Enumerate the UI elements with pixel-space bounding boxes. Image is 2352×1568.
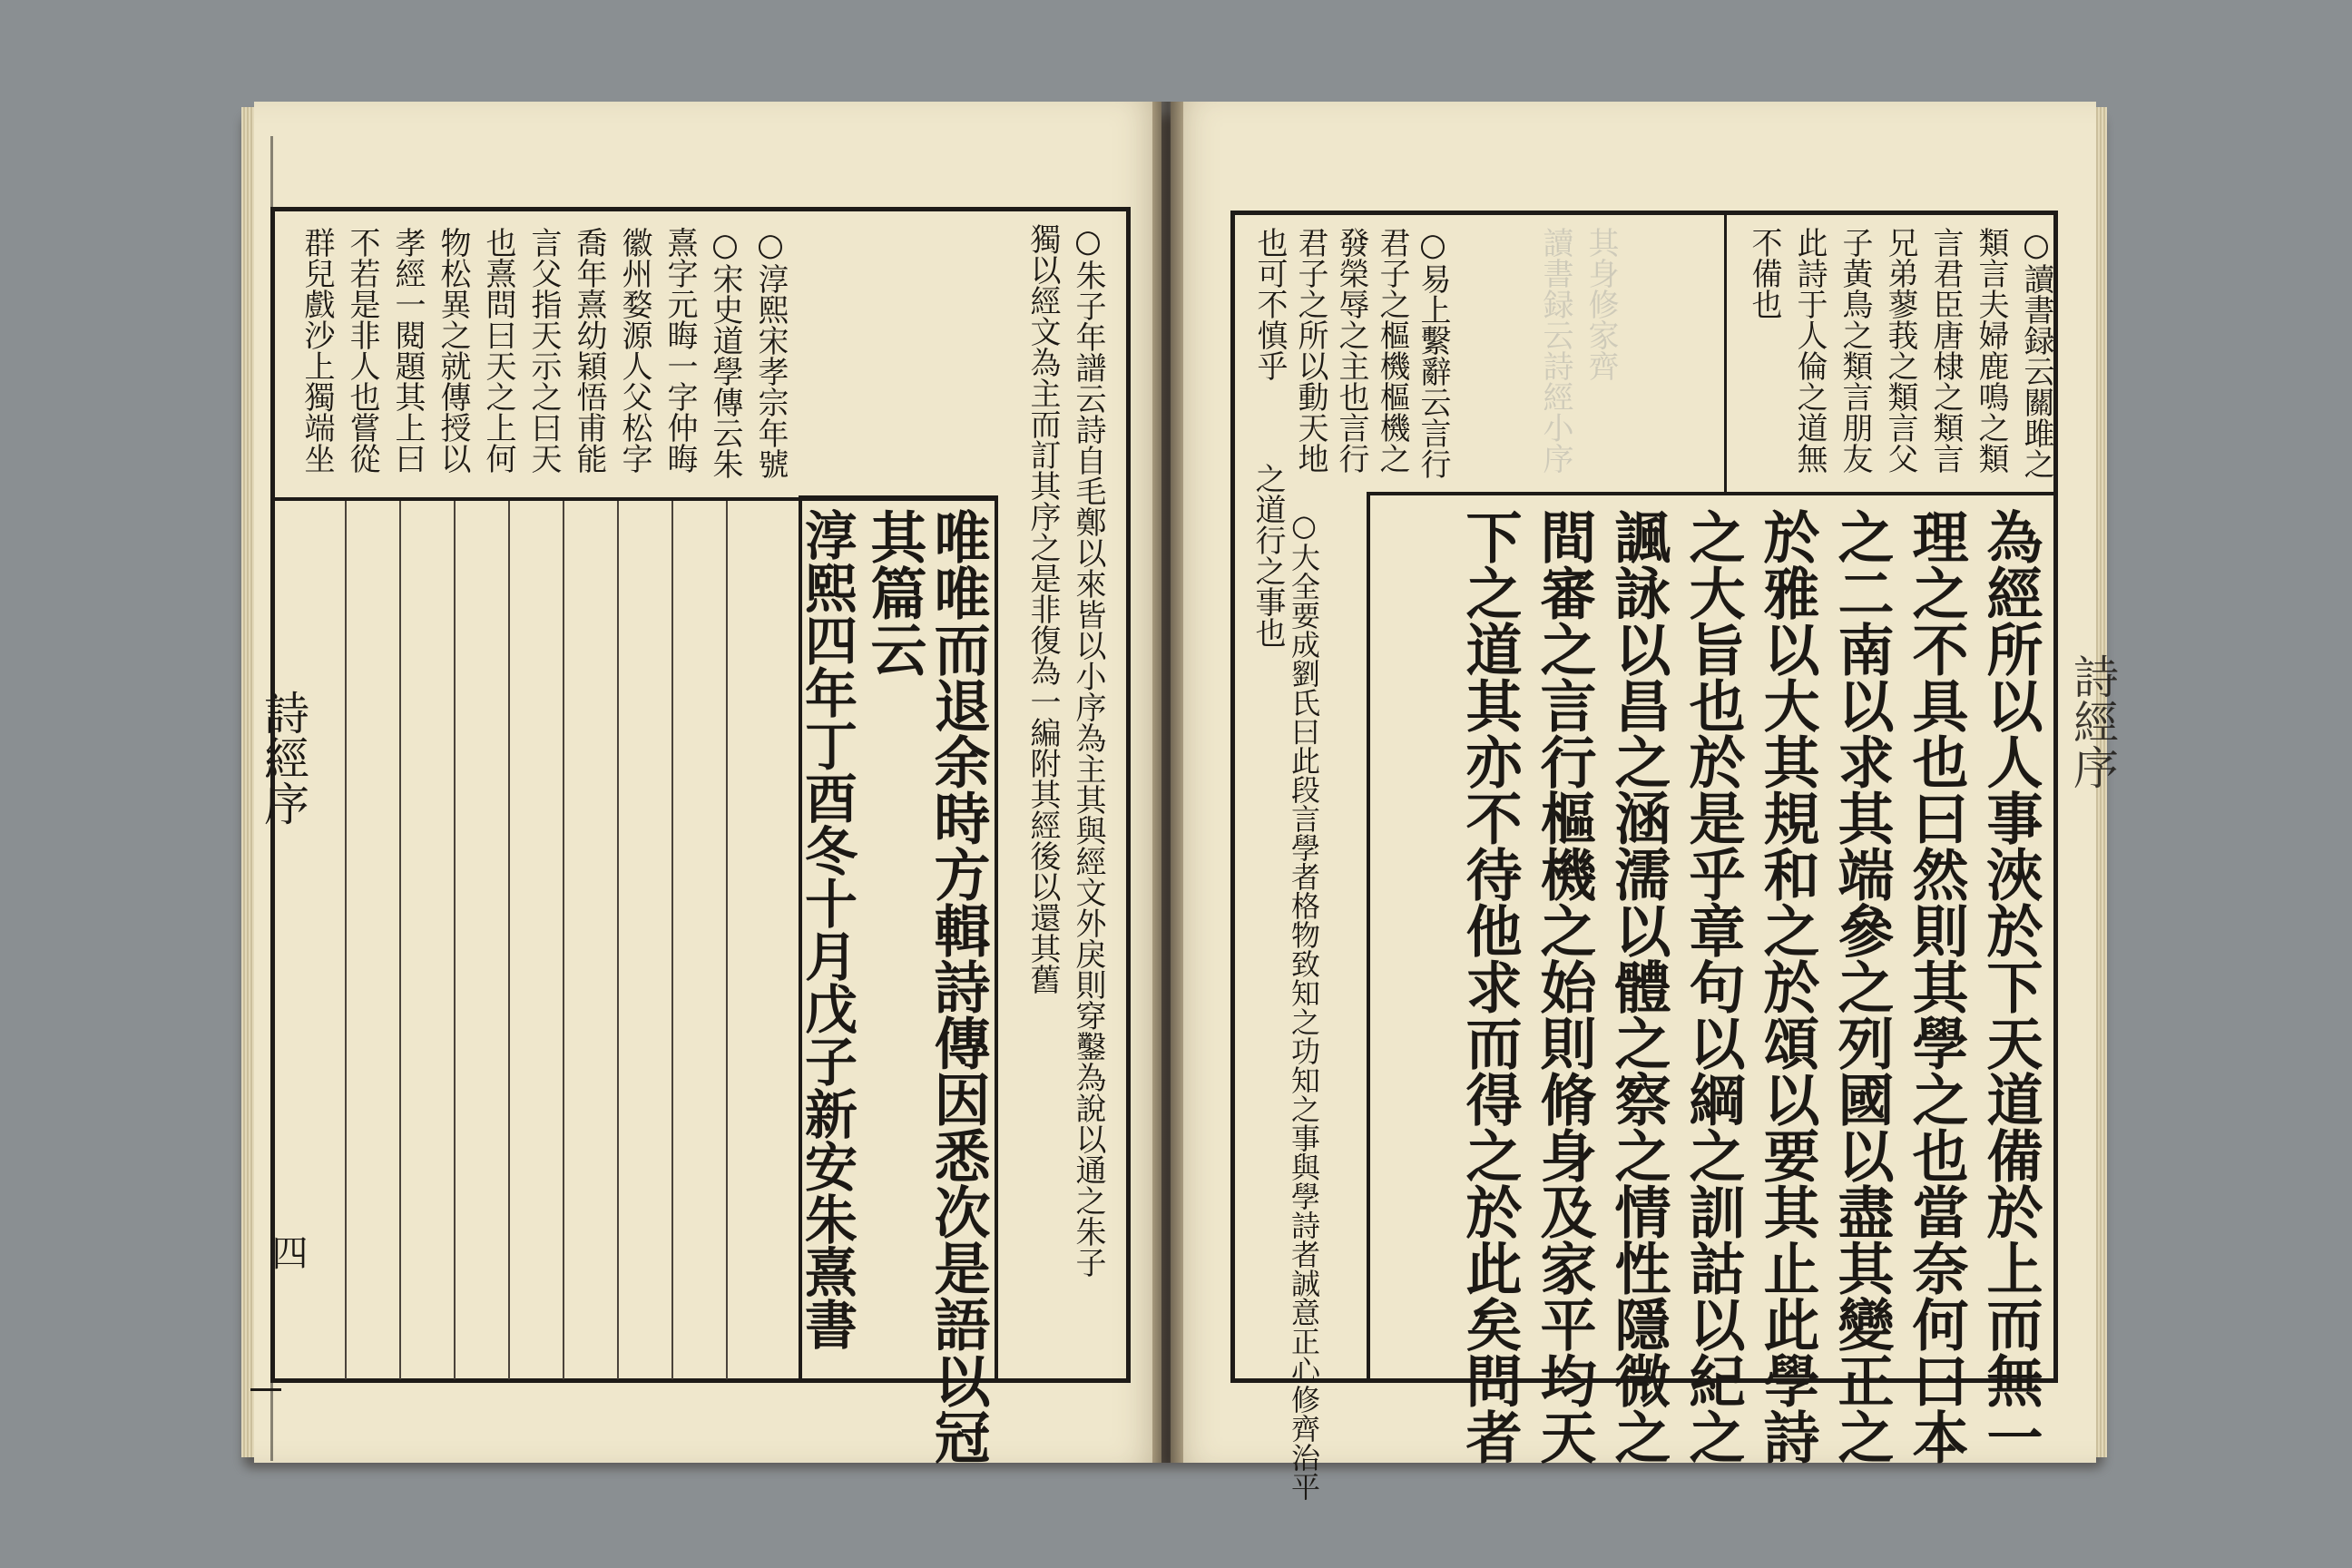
note-column: 孝經一閱題其上曰 (389, 227, 426, 474)
note-column-long: ○大全要成劉氏曰此段言學者格物致知之功知之事與學詩者誠意正心修齊治平 (1287, 508, 1321, 1501)
right-main-box-edge (1367, 492, 1370, 1383)
main-text-column: 間審之言行樞機之始則脩身及家平均天 (1531, 508, 1597, 1465)
margin-title-left: 詩經序 (257, 690, 309, 826)
note-column-long: 獨以經文為主而訂其序之是非復為一編附其經後以還其舊 (1024, 223, 1061, 995)
note-column: 言君臣唐棣之類言 (1927, 227, 1964, 474)
note-column: 兄弟蓼莪之類言父 (1882, 227, 1918, 474)
note-column: 徽州婺源人父松字 (616, 227, 652, 474)
note-column: 不備也 (1746, 227, 1782, 319)
ruled-line (454, 501, 456, 1379)
ruled-line (345, 501, 347, 1379)
ruled-line (726, 501, 728, 1379)
note-column: 不若是非人也嘗從 (344, 227, 380, 474)
book-gutter (1152, 102, 1183, 1463)
note-column: ○宋史道學傳云朱 (707, 227, 743, 479)
main-text-column: 下之道其亦不待他求而得之於此矣問者 (1456, 508, 1523, 1465)
main-text-column: 為經所以人事浹於下天道備於上而無一 (1977, 508, 2043, 1465)
note-column: ○易上繫辭云言行 (1415, 227, 1451, 479)
note-column: ○讀書録云關雎之 (2018, 227, 2054, 479)
note-column: 之道行之事也 (1250, 463, 1286, 648)
folio-number: 四 (266, 1234, 308, 1270)
ruled-line (563, 501, 564, 1379)
note-column-long: ○朱子年譜云詩自毛鄭以來皆以小序為主其與經文外戾則穿鑿為說以通之朱子 (1070, 223, 1106, 1278)
ruled-line (617, 501, 619, 1379)
right-header-divider (1370, 492, 2058, 495)
note-column: 此詩于人倫之道無 (1791, 227, 1828, 474)
main-text-column: 諷詠以昌之涵濡以體之察之情性隱微之 (1605, 508, 1671, 1465)
note-column: 類言夫婦鹿鳴之類 (1973, 227, 2009, 474)
note-column: 也可不慎乎 (1251, 227, 1288, 381)
ruled-line (671, 501, 673, 1379)
note-column: 也熹問曰天之上何 (480, 227, 516, 474)
margin-title-right: 詩經序 (2066, 653, 2119, 789)
note-column: 群兒戲沙上獨端坐 (299, 227, 335, 474)
show-through-text: 讀書録云詩經小序 (1537, 227, 1573, 474)
main-text-column: 於雅以大其規和之於頌以要其止此學詩 (1754, 508, 1820, 1465)
main-text-column: 其篇云 (861, 508, 927, 677)
note-column: 熹字元晦一字仲晦 (662, 227, 698, 474)
note-column: 物松異之就傳授以 (435, 227, 471, 474)
main-text-column: 唯唯而退余時方輯詩傳因悉次是語以冠 (925, 508, 991, 1465)
main-text-column: 之大旨也於是乎章句以綱之訓詁以紀之 (1680, 508, 1746, 1465)
note-column: 君子之樞機樞機之 (1374, 227, 1410, 474)
colophon-column: 淳熙四年丁酉冬十月戊子新安朱熹書 (796, 508, 858, 1350)
note-column: 君子之所以動天地 (1292, 227, 1328, 474)
show-through-text: 其身修家齊 (1583, 227, 1619, 381)
note-column: 喬年熹幼穎悟甫能 (571, 227, 607, 474)
right-notes-divider (1724, 214, 1727, 495)
ruled-line (399, 501, 401, 1379)
note-column: 言父指天示之曰天 (525, 227, 562, 474)
note-column: 子黃鳥之類言朋友 (1837, 227, 1873, 474)
ruled-line (508, 501, 510, 1379)
fishtail-mark (250, 1388, 281, 1391)
note-column: ○淳熙宋孝宗年號 (752, 227, 789, 479)
note-column: 發榮辱之主也言行 (1333, 227, 1369, 474)
main-text-column: 之二南以求其端參之列國以盡其變正之 (1828, 508, 1895, 1465)
main-text-column: 理之不具也曰然則其學之也當奈何曰本 (1903, 508, 1969, 1465)
